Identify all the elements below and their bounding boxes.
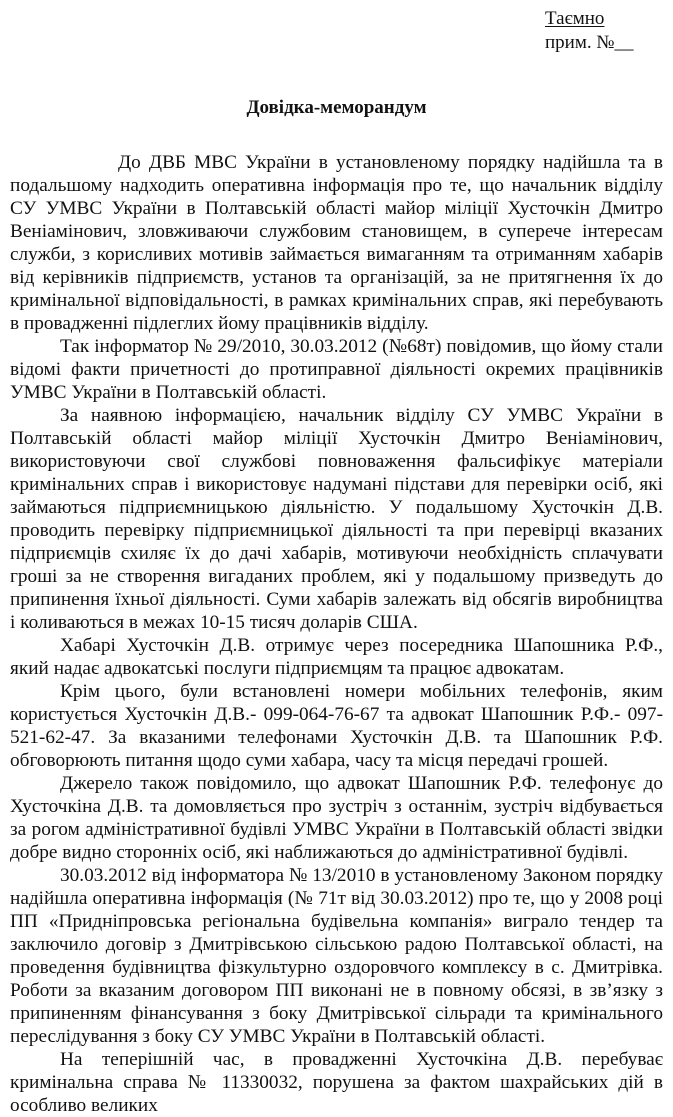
paragraph-informant-13: 30.03.2012 від інформатора № 13/2010 в установленому Законом порядку надійшла оперативна інформація (№ 71т від 30.03.2012) про те, що у 2008 році ПП «Придніпровська регіональна будівельна компанія» виграло тендер та заключило договір з Дмитрівською сільською радою Полтавської області, на проведення будівництва фізкультурно оздоровчого комплексу в с. Дмитрівка. Роботи за вказаним договором ПП виконані не в повному обсязі, в зв’язку з припиненням фінансування з боку Дмитрівської сільради та кримінального переслідування з боку СУ УМВС України в Полтавській області. <box>10 865 663 1047</box>
paragraph-informant-29: Так інформатор № 29/2010, 30.03.2012 (№68т) повідомив, що йому стали відомі факти причетності до протиправної діяльності окремих працівників УМВС України в Полтавській області. <box>10 336 663 403</box>
classification-label: Таємно <box>545 8 605 29</box>
document-title: Довідка-меморандум <box>246 97 427 118</box>
paragraph-available-info: За наявною інформацією, начальник відділу СУ УМВС України в Полтавській області майор міліції Хусточкін Дмитро Веніамінович, використовуючи свої службові повноваження фальсифікує матеріали кримінальних справ і використовує надумані підстави для перевірки осіб, які займаються підприємницькою діяльністю. У подальшому Хусточкін Д.В. проводить перевірку підприємницької діяльності та при перевірці вказаних підприємців схиляє їх до дачі хабарів, мотивуючи необхідність сплачувати гроші за не створення вигаданих проблем, які у подальшому призведуть до припинення їхньої діяльності. Суми хабарів залежать від обсягів виробництва і коливаються в межах 10-15 тисяч доларів США. <box>10 405 663 633</box>
classification-stamp <box>545 7 634 55</box>
document-body <box>10 151 663 1117</box>
paragraph-intro: До ДВБ МВС України в установленому порядку надійшла та в подальшому надходить оперативна інформація про те, що начальник відділу СУ УМВС України в Полтавській області майор міліції Хусточкін Дмитро Веніамінович, зловживаючи службовим становищем, в суперече інтересам служби, з корисливих мотивів займається вимаганням та отриманням хабарів від керівників підприємств, установ та організацій, за не притягнення їх до кримінальної відповідальності, в рамках кримінальних справ, які перебувають в провадженні підлеглих йому працівників відділу. <box>10 152 663 334</box>
paragraph-current-case: На теперішній час, в провадженні Хусточкіна Д.В. перебуває кримінальна справа № 11330032, порушена за фактом шахрайських дій в особливо великих <box>10 1049 663 1116</box>
paragraph-phone-numbers: Крім цього, були встановлені номери мобільних телефонів, яким користується Хусточкін Д.В.- 099-064-76-67 та адвокат Шапошник Р.Ф.- 097-521-62-47. За вказаними телефонами Хусточкін Д.В. та Шапошник Р.Ф. обговорюють питання щодо суми хабара, часу та місця передачі грошей. <box>10 681 663 771</box>
paragraph-intermediary: Хабарі Хусточкін Д.В. отримує через посередника Шапошника Р.Ф., який надає адвокатські послуги підприємцям та працює адвокатам. <box>10 635 663 679</box>
copy-number-label: прим. №__ <box>545 32 634 53</box>
paragraph-source-meetings: Джерело також повідомило, що адвокат Шапошник Р.Ф. телефонує до Хусточкіна Д.В. та домовляється про зустріч з останнім, зустріч відбувається за рогом адміністративної будівлі УМВС України в Полтавській області звідки добре видно сторонніх осіб, які наближаються до адміністративної будівлі. <box>10 773 663 863</box>
